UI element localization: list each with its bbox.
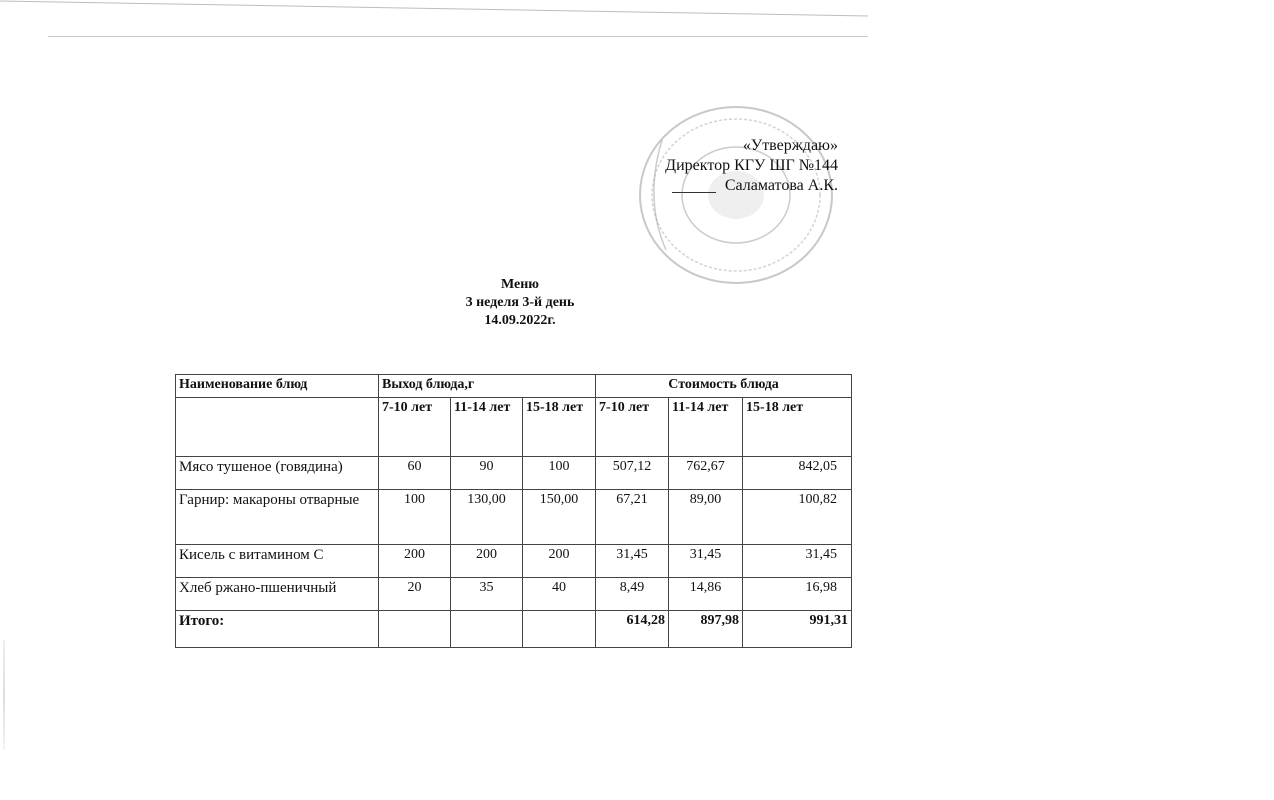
output-cell: 20 (379, 578, 451, 611)
total-cost-cell: 991,31 (743, 611, 852, 648)
approval-line-3: Саламатова А.К. (724, 177, 838, 194)
output-cell: 40 (523, 578, 596, 611)
menu-date: 14.09.2022г. (484, 313, 556, 328)
header-blank (176, 398, 379, 457)
scan-edge-shadow (3, 640, 5, 750)
cost-cell: 8,49 (596, 578, 669, 611)
cost-cell: 507,12 (596, 457, 669, 490)
cost-cell: 67,21 (596, 490, 669, 545)
header-dish-name: Наименование блюд (176, 375, 379, 398)
age-header: 7-10 лет (379, 398, 451, 457)
table-age-row (176, 398, 852, 457)
cost-cell: 14,86 (669, 578, 743, 611)
approval-block (600, 136, 838, 196)
output-cell: 90 (451, 457, 523, 490)
age-header: 7-10 лет (596, 398, 669, 457)
total-blank (451, 611, 523, 648)
menu-week-day: 3 неделя 3-й день (465, 295, 575, 310)
cost-cell: 31,45 (669, 545, 743, 578)
menu-title-block (380, 276, 660, 330)
cost-cell: 16,98 (743, 578, 852, 611)
table-row (176, 578, 852, 611)
menu-title: Меню (500, 277, 539, 292)
output-cell: 60 (379, 457, 451, 490)
approval-line-2: Директор КГУ ШГ №144 (665, 157, 838, 174)
cost-cell: 842,05 (743, 457, 852, 490)
output-cell: 200 (523, 545, 596, 578)
approval-line-1: «Утверждаю» (742, 137, 838, 154)
scan-edge-line (0, 0, 868, 18)
signature-line (672, 192, 716, 193)
output-cell: 100 (379, 490, 451, 545)
header-output: Выход блюда,г (379, 375, 596, 398)
total-blank (379, 611, 451, 648)
scan-edge-line-2 (48, 36, 868, 37)
cost-cell: 762,67 (669, 457, 743, 490)
menu-table (175, 374, 852, 648)
table-row (176, 490, 852, 545)
age-header: 11-14 лет (451, 398, 523, 457)
table-row (176, 545, 852, 578)
total-blank (523, 611, 596, 648)
cost-cell: 31,45 (596, 545, 669, 578)
output-cell: 200 (451, 545, 523, 578)
output-cell: 150,00 (523, 490, 596, 545)
table-header-row (176, 375, 852, 398)
dish-name: Хлеб ржано-пшеничный (176, 578, 379, 611)
age-header: 15-18 лет (523, 398, 596, 457)
age-header: 15-18 лет (743, 398, 852, 457)
cost-cell: 89,00 (669, 490, 743, 545)
output-cell: 100 (523, 457, 596, 490)
table-total-row (176, 611, 852, 648)
dish-name: Гарнир: макароны отварные (176, 490, 379, 545)
table-row (176, 457, 852, 490)
dish-name: Кисель с витамином С (176, 545, 379, 578)
output-cell: 35 (451, 578, 523, 611)
output-cell: 130,00 (451, 490, 523, 545)
total-cost-cell: 897,98 (669, 611, 743, 648)
dish-name: Мясо тушеное (говядина) (176, 457, 379, 490)
total-label: Итого: (176, 611, 379, 648)
cost-cell: 100,82 (743, 490, 852, 545)
cost-cell: 31,45 (743, 545, 852, 578)
total-cost-cell: 614,28 (596, 611, 669, 648)
output-cell: 200 (379, 545, 451, 578)
age-header: 11-14 лет (669, 398, 743, 457)
header-cost: Стоимость блюда (596, 375, 852, 398)
